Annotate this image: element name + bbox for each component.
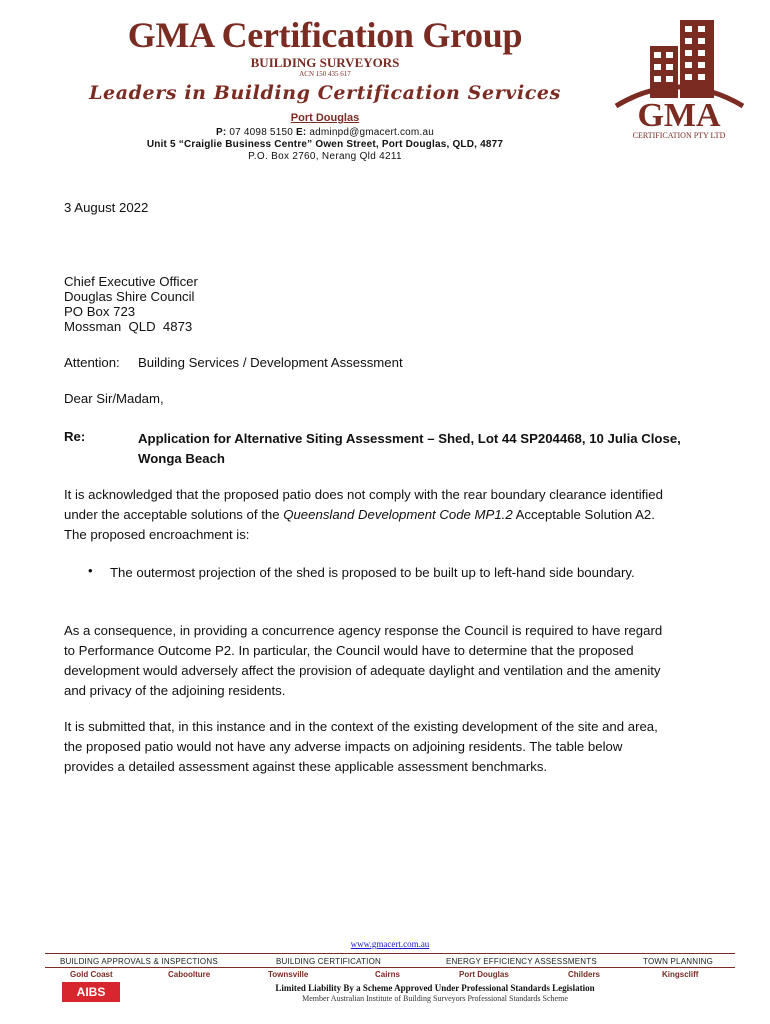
- company-slogan: Leaders in Building Certification Services: [89, 82, 561, 104]
- attention-line: [64, 355, 403, 370]
- attention-label: Attention:: [64, 355, 120, 370]
- paragraph-1: [64, 485, 674, 545]
- paragraph-1-end: Acceptable Solution A2. The proposed encroachment is:: [64, 507, 655, 542]
- phone-label: P:: [216, 127, 227, 138]
- footer-divider: [45, 967, 735, 968]
- attention-value: Building Services / Development Assessment: [138, 355, 403, 370]
- email-label: E:: [295, 127, 307, 138]
- footer-location: Childers: [568, 970, 601, 979]
- acn-number: ACN 150 435 617: [299, 70, 351, 78]
- code-reference: Queensland Development Code MP1.2: [283, 507, 513, 522]
- website-link[interactable]: www.gmacert.com.au: [350, 939, 430, 949]
- bullet-text: The outermost projection of the shed is proposed to be built up to left-hand side boundary.: [110, 565, 635, 580]
- contact-line: [0, 127, 650, 138]
- logo-text: GMA: [637, 97, 721, 134]
- office-address: Unit 5 “Craiglie Business Centre” Owen Street, Port Douglas, QLD, 4877: [146, 139, 504, 150]
- footer-location: Gold Coast: [70, 970, 113, 979]
- recipient-block: [64, 274, 198, 334]
- letter-date: 3 August 2022: [64, 200, 149, 215]
- recipient-line: Chief Executive Officer: [64, 274, 198, 289]
- aibs-logo: AIBS: [62, 982, 120, 1002]
- footer-service: BUILDING APPROVALS & INSPECTIONS: [60, 957, 218, 966]
- footer-location: Townsville: [268, 970, 309, 979]
- paragraph-1-start: It is acknowledged that the proposed patio does not comply with the rear boundary clearance identified under the acceptable solutions of the: [64, 487, 663, 522]
- gma-logo: [612, 16, 747, 142]
- footer-service: BUILDING CERTIFICATION: [276, 957, 382, 966]
- po-box: P.O. Box 2760, Nerang Qld 4211: [248, 151, 402, 162]
- re-subject: Application for Alternative Siting Assessment – Shed, Lot 44 SP204468, 10 Julia Close, Wonga Beach: [138, 431, 681, 466]
- re-label: Re:: [64, 429, 86, 444]
- footer-service: TOWN PLANNING: [643, 957, 714, 966]
- footer-location: Port Douglas: [459, 970, 509, 979]
- office-name: Port Douglas: [290, 112, 360, 124]
- paragraph-2: As a consequence, in providing a concurrence agency response the Council is required to have regard to Performance Outcome P2. In particular, the Council would have to determine that the proposed development would adversely affect the provision of adequate daylight and ventilation and the amenity and privacy of the adjoining residents.: [64, 623, 663, 698]
- salutation: Dear Sir/Madam,: [64, 391, 164, 406]
- company-name: GMA Certification Group: [127, 15, 523, 55]
- recipient-line: Douglas Shire Council: [64, 289, 195, 304]
- company-subtitle: BUILDING SURVEYORS: [250, 55, 400, 70]
- email-address: adminpd@gmacert.com.au: [309, 127, 434, 138]
- recipient-line: PO Box 723: [64, 304, 136, 319]
- logo-subtext: CERTIFICATION PTY LTD: [632, 131, 726, 140]
- footer-location: Cairns: [375, 970, 400, 979]
- phone-number: 07 4098 5150: [229, 127, 293, 138]
- membership-statement: Member Australian Institute of Building Surveyors Professional Standards Scheme: [302, 994, 568, 1003]
- paragraph-3: It is submitted that, in this instance and in the context of the existing development of the site and area, the proposed patio would not have any adverse impacts on adjoining residents. The table below provides a detailed assessment against these applicable assessment benchmarks.: [64, 719, 658, 774]
- footer-service: ENERGY EFFICIENCY ASSESSMENTS: [446, 957, 597, 966]
- footer-location: Caboolture: [168, 970, 211, 979]
- bullet-icon: •: [88, 563, 93, 578]
- footer-location: Kingscliff: [662, 970, 699, 979]
- liability-statement: Limited Liability By a Scheme Approved Under Professional Standards Legislation: [275, 983, 595, 993]
- footer-divider: [45, 953, 735, 954]
- recipient-line: Mossman QLD 4873: [64, 319, 193, 334]
